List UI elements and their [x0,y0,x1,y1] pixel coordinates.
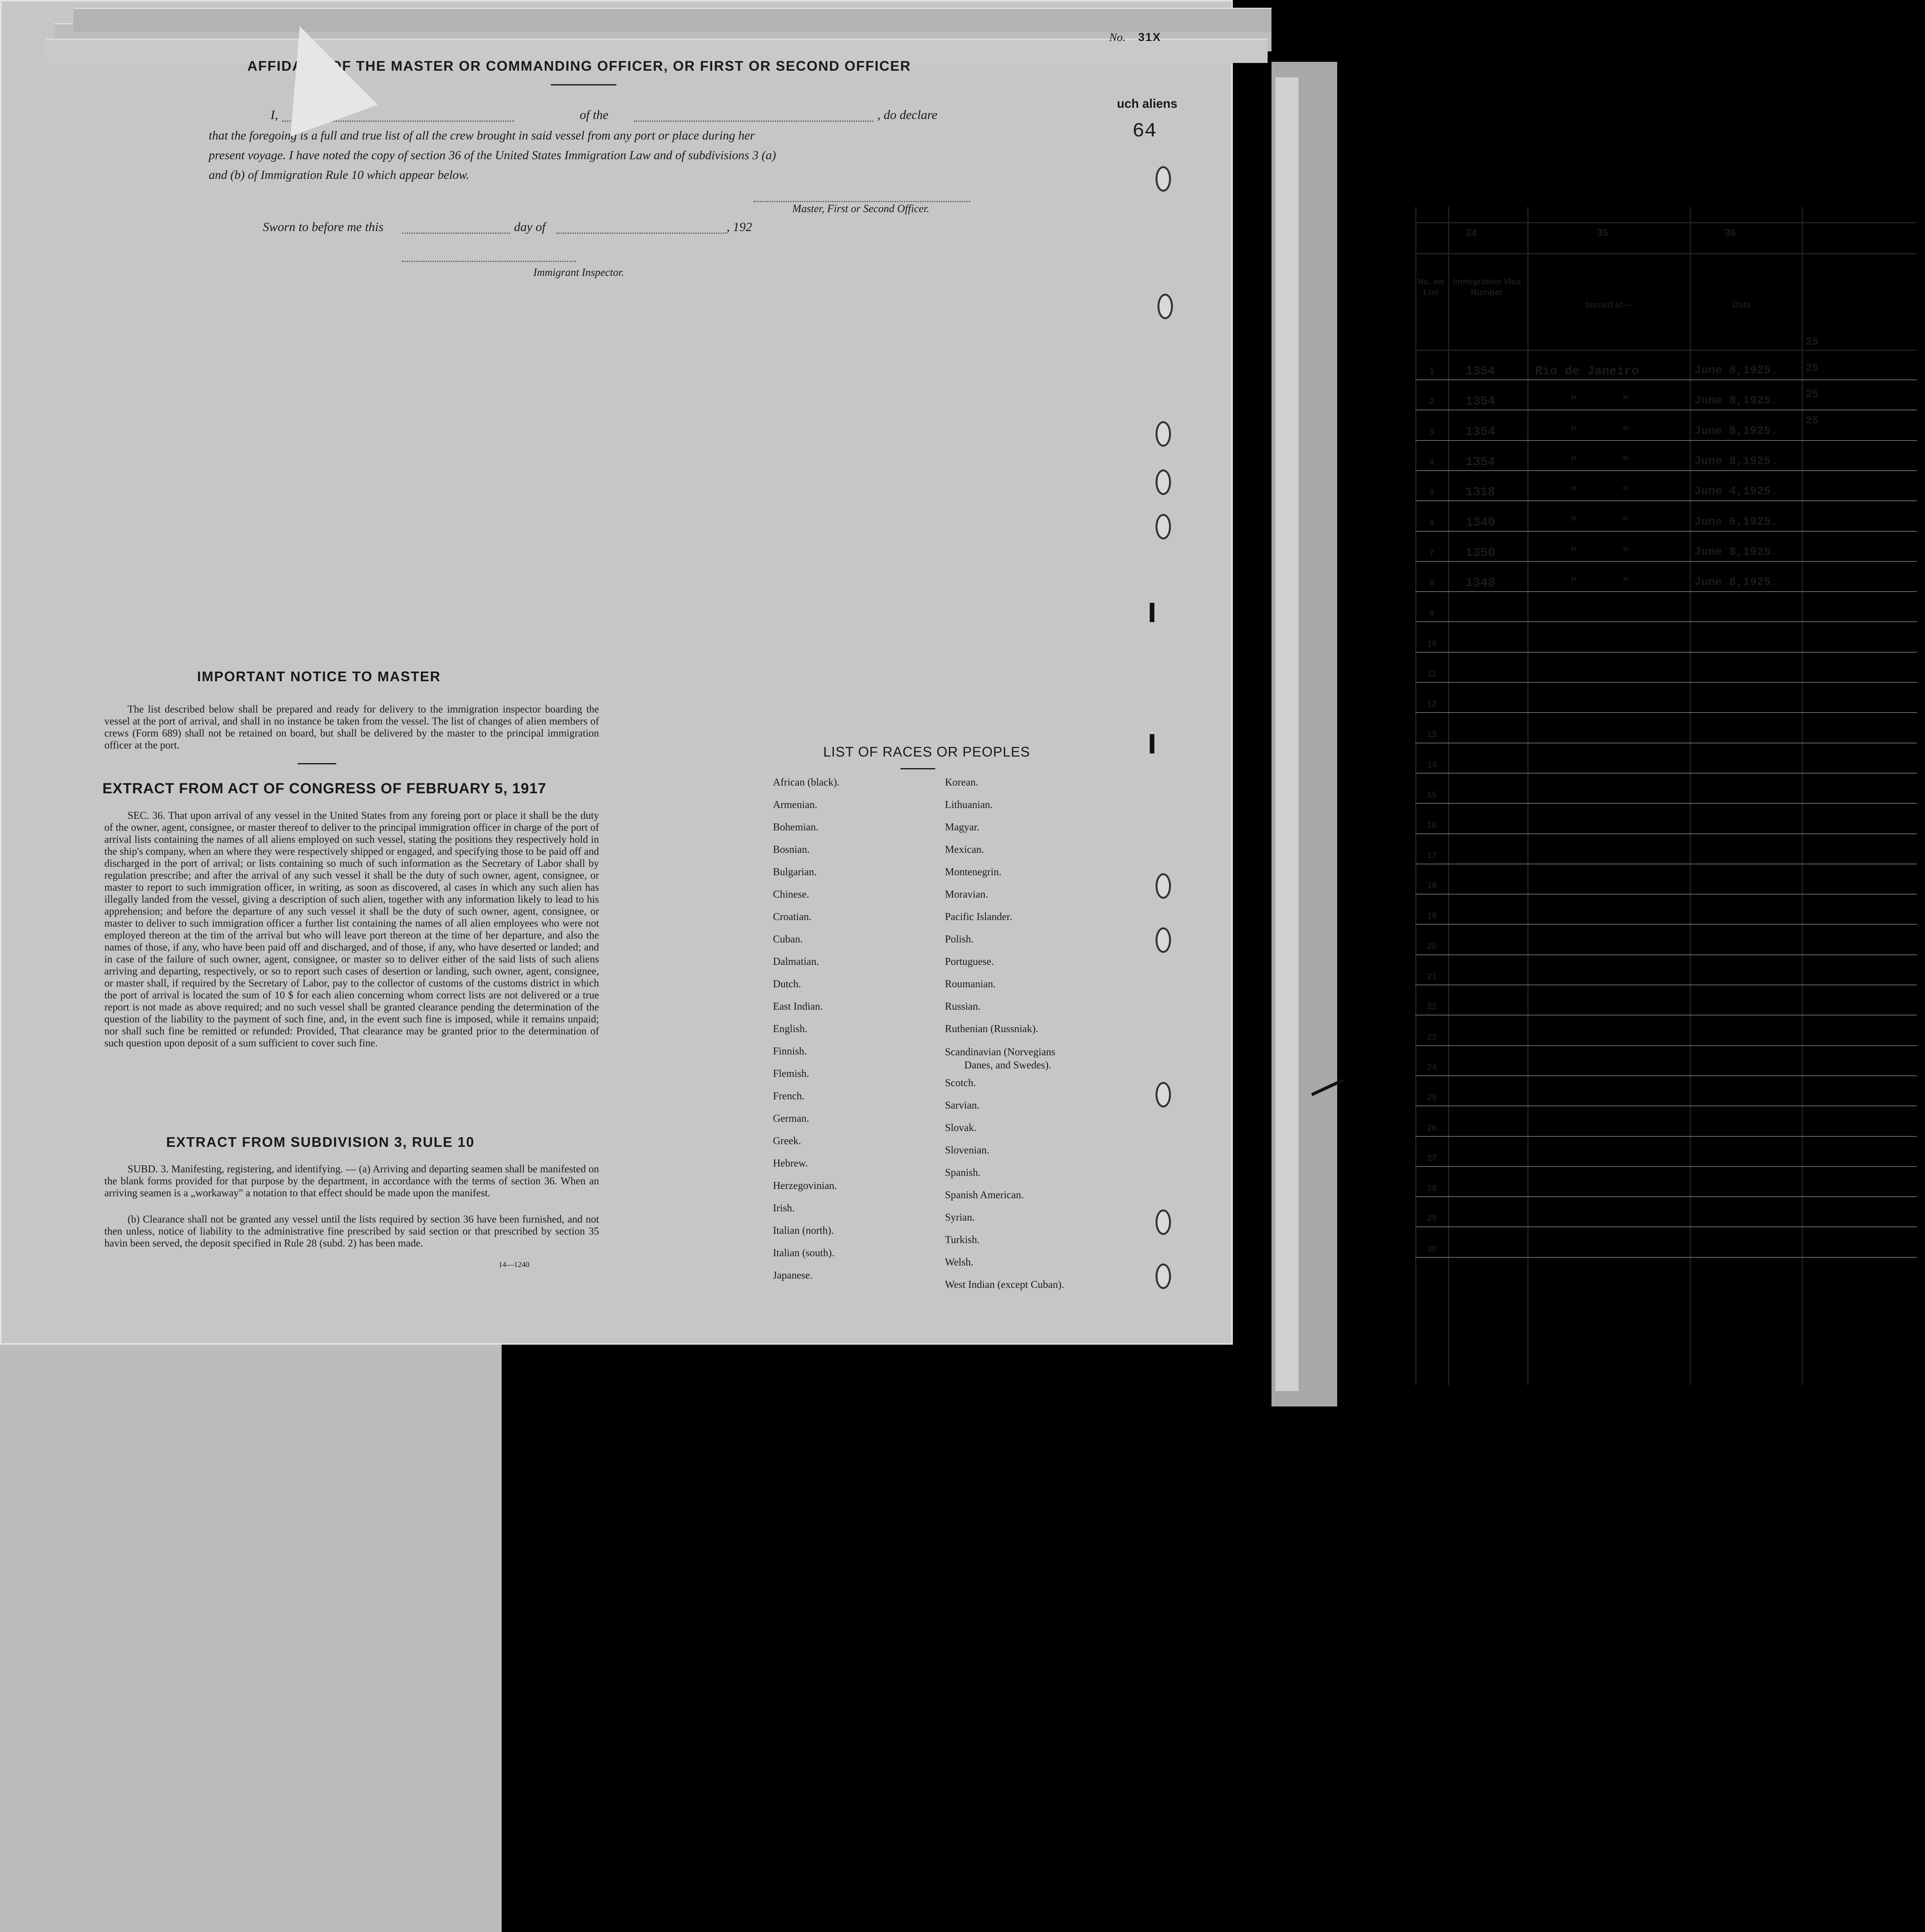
row-number: 21 [1427,971,1437,981]
column-number-band [1415,222,1917,223]
rule-para-a: SUBD. 3. Manifesting, registering, and identifying. — (a) Arriving and departing seamen shall be manifested on the blank forms provided for that purpose by the department, in accordance with the terms of section 36. When an arriving seamen is a „workaway" a notation to that effect should be made upon the manifest. [104,1163,599,1199]
race-item: Moravian. [945,888,988,900]
row-number: 18 [1427,881,1437,891]
row-number: 4 [1429,457,1435,467]
issued-at-cell: " " [1570,515,1629,530]
race-item: Sarvian. [945,1099,980,1111]
date-cell: June 8,1925. [1694,454,1778,468]
race-item: Ruthenian (Russniak). [945,1023,1038,1034]
header-visa-number: Immigration Visa Number [1452,277,1521,297]
affidavit-line-1a: I, [271,108,278,122]
race-item: Roumanian. [945,978,996,990]
column-divider [1802,207,1803,1385]
row-number: 29 [1427,1213,1437,1223]
binder-hole [1156,166,1171,192]
issued-at-cell: " " [1570,576,1629,590]
race-item: Spanish American. [945,1189,1024,1201]
blank-vessel [634,121,873,122]
affidavit-line-4: and (b) of Immigration Rule 10 which appear below. [209,168,469,182]
race-item: Montenegrin. [945,866,1002,878]
column-number-band-bottom [1415,253,1917,254]
col-36-number: 36 [1724,227,1736,238]
column-divider [1448,207,1449,1385]
race-item: Armenian. [773,799,817,810]
race-item: Finnish. [773,1045,807,1057]
race-item: Magyar. [945,821,980,833]
race-item: West Indian (except Cuban). [945,1279,1064,1290]
col-34-number: 34 [1465,227,1477,238]
row-number: 30 [1427,1243,1437,1253]
ledger-row-line [1415,924,1917,925]
ledger-row-line [1415,682,1917,683]
races-left-column [773,771,839,1286]
ledger-row-line [1415,833,1917,834]
race-item: German. [773,1112,809,1124]
race-item: African (black). [773,776,840,788]
visa-ledger-page [0,1345,502,1932]
date-cell: June 4,1925. [1694,485,1778,498]
issued-at-cell: " " [1570,394,1629,409]
race-item: Lithuanian. [945,799,993,810]
ledger-row-line [1415,379,1917,380]
act-body: SEC. 36. That upon arrival of any vessel in the United States from any foreing port or place it shall be the duty of the owner, agent, consignee, or master thereof to deliver to the principal immigration officer in charge of the port of arrival lists containing the names of all aliens employed on such vessel, stating the positions they respectively hold in the ship's company, when an where they were respectively shipped or engaged, and specifying those to be paid off and discharged in the port of arrival; or lists containing so much of such information as the Secretary of Labor shall by regulation prescribe; and after the arrival of any such vessel it shall be the duty of such owner, agent, consignee, or master to report to such immigration officer, in writing, as soon as discovered, al cases in which any such alien has illegally landed from the vessel, giving a description of such alien, together with any information likely to lead to his apprehension; and before the departure of any such vessel it shall be the duty of such owner, agent, consignee, or master to deliver to such immigration officer a further list containing the names of all alien employees who were not employed thereon at the tim of the arrival but who will leave port thereon at the time of her departure, and also the names of those, if any, who have been paid off and discharged, and of those, if any, who have deserted or landed; and in case of the failure of such owner, agent, consignee, or master so to deliver either of the said lists of such aliens arriving and departing, respectively, or so to report such cases of desertion or landing, such owner, agent, consignee, or master shall, if required by the Secretary of Labor, pay to the collector of customs of the customs district in which the port of arrival is located the sum of 10 $ for each alien concerning whom correct lists are not delivered or a true report is not made as above required; and no such vessel shall be granted clearance pending the determination of the question of the liability to the payment of such fine, and, in the event such fine is imposed, while it remains unpaid; nor shall such fine be remitted or refunded: Provided, That clearance may be granted prior to the determination of such question upon deposit of a sum sufficient to cover such fine. [104,810,599,1049]
row-number: 6 [1429,517,1435,527]
row-number: 27 [1427,1153,1437,1163]
ledger-row-line [1415,894,1917,895]
ledger-row-line [1415,1196,1917,1197]
binder-hole [1157,294,1173,319]
race-item: Dutch. [773,978,801,990]
stacked-sheet [73,8,1271,32]
ledger-row-line [1415,1257,1917,1258]
inspector-caption: Immigrant Inspector. [533,267,624,279]
row-number: 2 [1429,396,1435,406]
race-item: Japanese. [773,1269,813,1281]
row-number: 22 [1427,1002,1437,1012]
ledger-row-line [1415,500,1917,501]
ledger-row-line [1415,1166,1917,1167]
visa-number-cell: 1354 [1465,424,1495,439]
blank-month [557,233,727,234]
race-item: Chinese. [773,888,809,900]
ledger-row-line [1415,1075,1917,1076]
affidavit-page [0,0,1233,1345]
date-cell: June 8,1925. [1694,364,1778,377]
ledger-row-line [1415,1045,1917,1046]
race-item: Mexican. [945,844,984,855]
binder-hole [1156,1082,1171,1107]
race-item: Bosnian. [773,844,810,855]
rule-title: EXTRACT FROM SUBDIVISION 3, RULE 10 [166,1134,475,1150]
row-number: 15 [1427,790,1437,800]
row-number: 26 [1427,1122,1437,1133]
races-title: LIST OF RACES OR PEOPLES [823,744,1030,760]
binder-hole [1156,873,1171,899]
issued-at-cell: Rio de Janeiro [1535,364,1639,378]
ledger-row-line [1415,773,1917,774]
alien-count: 64 [1132,120,1157,143]
sworn-text-a: Sworn to before me this [263,220,384,234]
affidavit-line-2: that the foregoing is a full and true list of all the crew brought in said vessel from any port or place during her [209,128,755,142]
race-item: Slovenian. [945,1144,989,1156]
ledger-row-line [1415,1105,1917,1106]
row-number: 13 [1427,729,1437,739]
row-number: 20 [1427,941,1437,951]
race-item: East Indian. [773,1000,823,1012]
ledger-row-line [1415,591,1917,592]
binder-hole [1156,1209,1171,1235]
race-item: Portuguese. [945,956,994,967]
issued-at-cell: " " [1570,485,1629,500]
header-no-on-list: No. on List [1417,277,1444,297]
race-item: Turkish. [945,1234,980,1245]
binder-hole [1156,927,1171,953]
row-number: 14 [1427,759,1437,769]
race-item: Scotch. [945,1077,976,1088]
affidavit-line-1b: of the [580,108,609,122]
race-item: Bulgarian. [773,866,817,878]
races-underline [900,768,935,769]
race-item: Syrian. [945,1211,975,1223]
row-number: 11 [1427,669,1437,679]
row-number: 16 [1427,820,1437,830]
ledger-row-line [1415,652,1917,653]
edge-mark: 25 [1806,389,1819,401]
row-number: 7 [1429,548,1435,558]
date-cell: June 8,1925. [1694,424,1778,438]
row-number: 10 [1427,638,1437,648]
affidavit-line-3: present voyage. I have noted the copy of section 36 of the United States Immigration Law and of subdivisions 3 (a) [209,148,776,162]
form-number: 14—1240 [499,1260,529,1269]
affidavit-line-1c: , do declare [877,108,938,122]
notice-divider [298,763,336,764]
column-divider [1527,207,1528,1385]
ledger-row-line [1415,621,1917,622]
race-item: Croatian. [773,911,812,922]
date-cell: June 6,1925. [1694,515,1778,529]
edge-mark: 25 [1806,336,1819,348]
list-no-value: 31X [1138,31,1161,44]
race-item: Flemish. [773,1068,809,1079]
row-number: 28 [1427,1183,1437,1193]
notice-title: IMPORTANT NOTICE TO MASTER [197,668,441,684]
blank-day [402,233,510,234]
race-item: Dalmatian. [773,956,819,967]
inspector-signature-line [402,261,576,262]
ledger-row-line [1415,1226,1917,1227]
row-number: 23 [1427,1032,1437,1042]
act-title: EXTRACT FROM ACT OF CONGRESS OF FEBRUARY 5, 1917 [102,781,546,797]
row-number: 25 [1427,1092,1437,1102]
visa-number-cell: 1340 [1465,515,1495,530]
edge-mark: 25 [1806,415,1819,427]
race-item: Welsh. [945,1256,974,1268]
race-item: Pacific Islander. [945,911,1012,922]
such-aliens-fragment: uch aliens [1117,97,1178,111]
race-item: Spanish. [945,1167,981,1178]
list-no-label: No. [1109,31,1126,44]
issued-at-cell: " " [1570,545,1629,560]
race-item: Bohemian. [773,821,819,833]
ledger-row-line [1415,712,1917,713]
race-item: English. [773,1023,808,1034]
visa-number-cell: 1348 [1465,576,1495,590]
col-35-number: 35 [1597,227,1608,238]
date-cell: June 8,1925. [1694,576,1778,589]
header-bottom [1415,350,1917,351]
row-number: 3 [1429,427,1435,437]
column-divider [1690,207,1691,1385]
binder-hole [1156,1264,1171,1289]
race-item: Russian. [945,1000,981,1012]
header-date: Date [1733,300,1751,310]
visa-number-cell: 1354 [1465,454,1495,469]
rule-para-b: (b) Clearance shall not be granted any vessel until the lists required by section 36 have been furnished, and not then unless, notice of liability to the administrative fine prescribed by said section or that prescribed by section 35 havin been served, the deposit specified in Rule 28 (subd. 2) has been made. [104,1213,599,1249]
ledger-row-line [1415,954,1917,955]
race-item: Herzegovinian. [773,1180,837,1191]
ledger-row-line [1415,470,1917,471]
row-number: 8 [1429,578,1435,588]
race-item: Italian (north). [773,1225,834,1236]
header-issued-at: Issued at— [1586,300,1631,310]
race-item: Polish. [945,933,974,945]
officer-signature-caption: Master, First or Second Officer. [792,203,929,215]
races-right-column [945,771,1064,1296]
issued-at-cell: " " [1570,454,1629,469]
date-cell: June 8,1925. [1694,394,1778,408]
race-item: Italian (south). [773,1247,834,1259]
visa-number-cell: 1318 [1465,485,1495,500]
row-number: 1 [1429,366,1435,376]
stacked-sheet-edge [1275,77,1299,1391]
race-item: French. [773,1090,805,1102]
row-number: 24 [1427,1062,1437,1072]
notice-body: The list described below shall be prepared and ready for delivery to the immigration inspector boarding the vessel at the port of arrival, and shall in no instance be taken from the vessel. The list of changes of alien members of crews (Form 689) shall not be retained on board, but shall be delivered by the master to the principal immigration officer at the port. [104,703,599,751]
race-item: Slovak. [945,1122,977,1133]
visa-number-cell: 1354 [1465,364,1495,378]
visa-ledger-table [1415,207,1917,1385]
binder-hole [1156,469,1171,495]
sworn-text-b: day of [514,220,546,234]
race-item: Danes, and Swedes). [964,1059,1051,1071]
race-item: Cuban. [773,933,803,945]
officer-signature-line [754,201,970,202]
title-underline [551,84,616,85]
ledger-row-line [1415,1136,1917,1137]
race-item: Hebrew. [773,1157,808,1169]
row-number: 19 [1427,911,1437,921]
binder-hole [1156,421,1171,447]
race-item: Scandinavian (Norvegians [945,1046,1055,1058]
sworn-text-c: , 192 [727,220,752,234]
ledger-row-line [1415,531,1917,532]
ledger-row-line [1415,561,1917,562]
edge-mark: 25 [1806,362,1819,374]
date-cell: June 8,1925. [1694,545,1778,559]
ledger-row-line [1415,803,1917,804]
row-number: 17 [1427,850,1437,860]
visa-number-cell: 1350 [1465,545,1495,560]
binder-hole [1156,514,1171,539]
row-number: 9 [1429,608,1435,618]
row-number: 12 [1427,699,1437,709]
issued-at-cell: " " [1570,424,1629,439]
row-number: 5 [1429,487,1435,497]
race-item: Irish. [773,1202,795,1214]
ink-mark [1150,603,1154,622]
race-item: Greek. [773,1135,801,1146]
affidavit-title: AFFIDAVIT OF THE MASTER OR COMMANDING OFFICER, OR FIRST OR SECOND OFFICER [247,58,911,74]
visa-number-cell: 1354 [1465,394,1495,409]
ink-mark [1150,734,1154,753]
race-item: Korean. [945,776,979,788]
ledger-row-line [1415,440,1917,441]
